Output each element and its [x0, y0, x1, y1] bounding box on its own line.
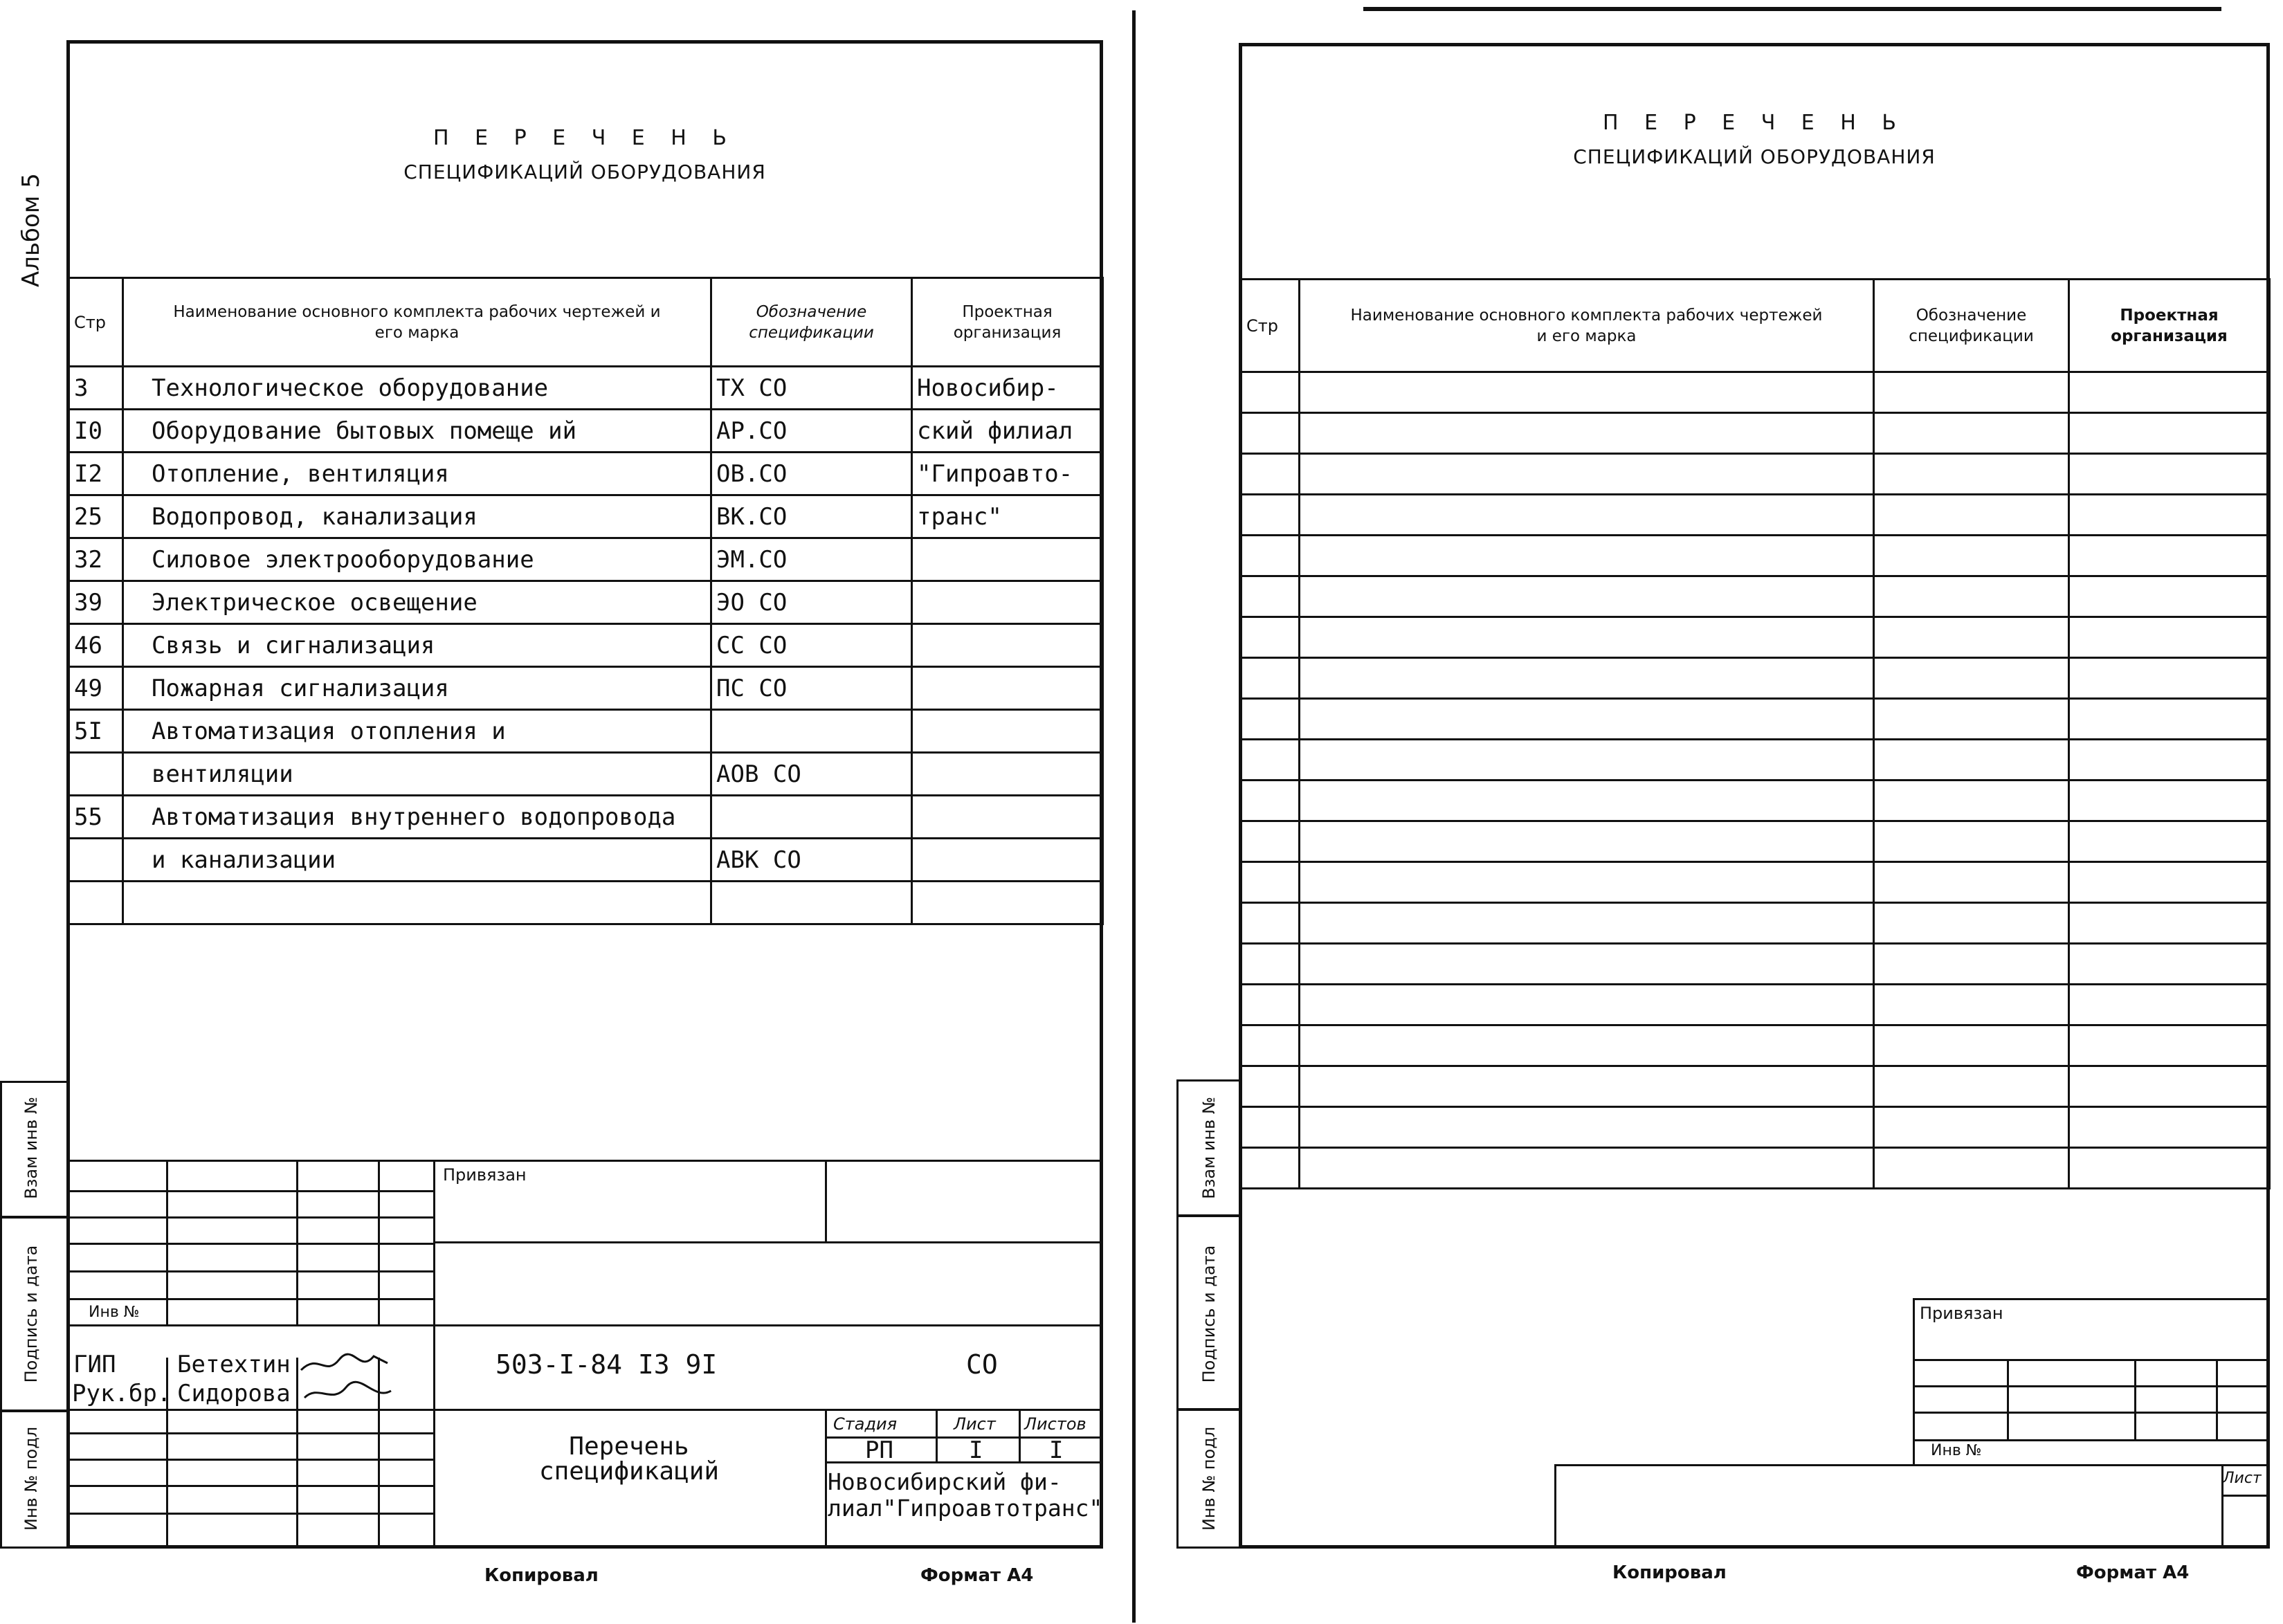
empty-cell [1241, 454, 1300, 495]
empty-cell [2069, 372, 2270, 413]
cell-name: Пожарная сигнализация [123, 667, 711, 710]
table-row [1241, 454, 2270, 495]
cell-org [912, 753, 1103, 796]
empty-cell [2069, 658, 2270, 699]
cell-org: "Гипроавто- [912, 453, 1103, 495]
empty-cell [1300, 1107, 1874, 1148]
empty-cell [2069, 903, 2270, 944]
table-row [1241, 1066, 2270, 1107]
empty-cell [2069, 862, 2270, 903]
empty-cell [1874, 821, 2069, 862]
left-sheet-value: I [969, 1436, 983, 1464]
right-header-code: Обозначение спецификации [1874, 280, 2069, 372]
table-row [69, 796, 1103, 839]
cell-name: Автоматизация внутреннего водопровода [123, 796, 711, 839]
empty-cell [1300, 699, 1874, 740]
empty-cell [1300, 413, 1874, 454]
table-row [1241, 1148, 2270, 1189]
empty-cell [2069, 495, 2270, 536]
left-sheet-label: Лист [954, 1414, 996, 1434]
cell-name: Оборудование бытовых помеще ий [123, 410, 711, 453]
empty-cell [2069, 699, 2270, 740]
cell-org: транс" [912, 495, 1103, 538]
cell-code: АВК СО [711, 839, 912, 882]
cell-code: АР.СО [711, 410, 912, 453]
left-stage-value: РП [865, 1436, 893, 1464]
cell-page: I0 [69, 410, 123, 453]
left-spec-table [68, 277, 1104, 925]
left-name-gip: Бетехтин [177, 1351, 291, 1378]
cell-code [711, 796, 912, 839]
empty-cell [1874, 617, 2069, 658]
empty-cell [1241, 658, 1300, 699]
cell-org: Новосибир- [912, 367, 1103, 410]
empty-cell [2069, 1066, 2270, 1107]
empty-cell [2069, 617, 2270, 658]
cell-page [69, 753, 123, 796]
right-footer-copied: Копировал [1612, 1562, 1727, 1583]
table-row [69, 538, 1103, 581]
table-row [1241, 740, 2270, 781]
left-footer-format: Формат А4 [920, 1565, 1034, 1586]
empty-cell [1874, 862, 2069, 903]
cell-name: Связь и сигнализация [123, 624, 711, 667]
empty-cell [1241, 413, 1300, 454]
left-inv-no-label: Инв № [89, 1304, 140, 1321]
empty-cell [1241, 576, 1300, 617]
cell-code [711, 882, 912, 924]
empty-cell [1874, 985, 2069, 1025]
cell-page: 55 [69, 796, 123, 839]
empty-cell [1874, 903, 2069, 944]
album-label: Альбом 5 [17, 173, 45, 287]
cell-page [69, 882, 123, 924]
empty-cell [1874, 944, 2069, 985]
table-row [69, 839, 1103, 882]
empty-cell [2069, 454, 2270, 495]
cell-code: СС СО [711, 624, 912, 667]
right-inv-no-label: Инв № [1931, 1442, 1982, 1459]
right-header-name: Наименование основного комплекта рабочих чертежей и его марка [1300, 280, 1874, 372]
signature-gip [298, 1349, 394, 1412]
cell-name: Электрическое освещение [123, 581, 711, 624]
table-row [1241, 658, 2270, 699]
table-row [1241, 699, 2270, 740]
table-row [1241, 576, 2270, 617]
empty-cell [1300, 1025, 1874, 1066]
empty-cell [1874, 413, 2069, 454]
table-row [69, 410, 1103, 453]
table-row [69, 624, 1103, 667]
left-doc-mark: СО [966, 1349, 998, 1380]
empty-cell [1241, 903, 1300, 944]
cell-page [69, 839, 123, 882]
empty-cell [1241, 536, 1300, 576]
empty-cell [2069, 781, 2270, 821]
empty-cell [1300, 536, 1874, 576]
empty-cell [1300, 740, 1874, 781]
left-org-1: Новосибирский фи- [828, 1468, 1062, 1495]
empty-cell [1874, 1025, 2069, 1066]
cell-org [912, 624, 1103, 667]
empty-cell [1300, 821, 1874, 862]
cell-name: Силовое электрооборудование [123, 538, 711, 581]
left-subtitle: СПЕЦИФИКАЦИЙ ОБОРУДОВАНИЯ [403, 161, 766, 183]
empty-cell [2069, 576, 2270, 617]
cell-page: I2 [69, 453, 123, 495]
left-footer-copied: Копировал [484, 1565, 599, 1586]
left-side-label-3: Инв № подл [21, 1426, 41, 1531]
empty-cell [1874, 536, 2069, 576]
cell-code: ТХ СО [711, 367, 912, 410]
cell-name: вентиляции [123, 753, 711, 796]
empty-cell [1241, 821, 1300, 862]
table-row [69, 495, 1103, 538]
cell-org [912, 796, 1103, 839]
left-role-gip: ГИП [73, 1351, 116, 1378]
left-sheets-label: Листов [1024, 1414, 1086, 1434]
empty-cell [1241, 1107, 1300, 1148]
empty-cell [1874, 781, 2069, 821]
empty-cell [1300, 576, 1874, 617]
table-row [1241, 1107, 2270, 1148]
empty-cell [1874, 1066, 2069, 1107]
table-row [69, 453, 1103, 495]
left-title: П Е Р Е Ч Е Н Ь [433, 126, 736, 150]
empty-cell [1300, 862, 1874, 903]
table-row [69, 667, 1103, 710]
cell-page: 32 [69, 538, 123, 581]
left-name-rukbr: Сидорова [177, 1380, 291, 1407]
cell-code: ОВ.СО [711, 453, 912, 495]
empty-cell [1874, 658, 2069, 699]
cell-code: ПС СО [711, 667, 912, 710]
cell-code: ВК.СО [711, 495, 912, 538]
left-side-label-2: Подпись и дата [21, 1245, 41, 1383]
left-doc-title-2: спецификаций [538, 1457, 720, 1486]
cell-org [912, 710, 1103, 753]
empty-cell [1300, 781, 1874, 821]
header-name: Наименование основного комплекта рабочих чертежей и его марка [123, 278, 711, 367]
table-row [1241, 413, 2270, 454]
empty-cell [1874, 1107, 2069, 1148]
empty-cell [1874, 372, 2069, 413]
right-top-edge [1363, 7, 2221, 11]
empty-cell [2069, 1025, 2270, 1066]
right-privyazan-label: Привязан [1920, 1304, 2003, 1323]
empty-cell [1874, 495, 2069, 536]
page-divider [1132, 10, 1136, 1623]
right-subtitle: СПЕЦИФИКАЦИЙ ОБОРУДОВАНИЯ [1573, 145, 1936, 168]
cell-org [912, 581, 1103, 624]
right-header-org: Проектная организация [2069, 280, 2270, 372]
empty-cell [2069, 536, 2270, 576]
empty-cell [1300, 1066, 1874, 1107]
cell-code: ЭО СО [711, 581, 912, 624]
empty-cell [1300, 372, 1874, 413]
left-side-label-1: Взам инв № [21, 1097, 41, 1199]
table-row [1241, 781, 2270, 821]
table-row [1241, 985, 2270, 1025]
table-row [1241, 1025, 2270, 1066]
cell-page: 5I [69, 710, 123, 753]
right-side-label-2: Подпись и дата [1199, 1245, 1219, 1383]
table-row [69, 367, 1103, 410]
table-row [1241, 372, 2270, 413]
cell-name: и канализации [123, 839, 711, 882]
empty-cell [1241, 372, 1300, 413]
table-row [1241, 944, 2270, 985]
table-row [1241, 821, 2270, 862]
table-row [1241, 536, 2270, 576]
header-code: Обозначение спецификации [711, 278, 912, 367]
cell-page: 46 [69, 624, 123, 667]
cell-name: Технологическое оборудование [123, 367, 711, 410]
empty-cell [1241, 944, 1300, 985]
table-row [69, 710, 1103, 753]
table-row [1241, 617, 2270, 658]
table-row [1241, 862, 2270, 903]
header-page: Стр [69, 278, 123, 367]
cell-name: Автоматизация отопления и [123, 710, 711, 753]
cell-org [912, 538, 1103, 581]
empty-cell [2069, 740, 2270, 781]
left-org-2: лиал"Гипроавтотранс" [828, 1495, 1103, 1522]
empty-cell [1241, 617, 1300, 658]
empty-cell [1241, 740, 1300, 781]
empty-cell [1300, 658, 1874, 699]
cell-name: Отопление, вентиляция [123, 453, 711, 495]
left-sheets-value: I [1049, 1436, 1064, 1464]
cell-code: ЭМ.СО [711, 538, 912, 581]
empty-cell [2069, 1107, 2270, 1148]
table-row [1241, 495, 2270, 536]
cell-code [711, 710, 912, 753]
left-privyazan-label: Привязан [443, 1165, 527, 1185]
empty-cell [1300, 1148, 1874, 1189]
right-header-page: Стр [1241, 280, 1300, 372]
empty-cell [2069, 1148, 2270, 1189]
left-stage-label: Стадия [833, 1414, 898, 1434]
cell-page: 39 [69, 581, 123, 624]
cell-code: АОВ СО [711, 753, 912, 796]
cell-name: Водопровод, канализация [123, 495, 711, 538]
empty-cell [1241, 699, 1300, 740]
right-side-label-1: Взам инв № [1199, 1097, 1219, 1199]
empty-cell [1300, 495, 1874, 536]
empty-cell [2069, 985, 2270, 1025]
left-role-rukbr: Рук.бр. [72, 1380, 172, 1407]
empty-cell [1300, 944, 1874, 985]
right-side-label-3: Инв № подл [1199, 1426, 1219, 1531]
empty-cell [1874, 740, 2069, 781]
right-title: П Е Р Е Ч Е Н Ь [1603, 111, 1906, 135]
empty-cell [1241, 985, 1300, 1025]
cell-org [912, 882, 1103, 924]
empty-cell [1241, 1025, 1300, 1066]
header-org: Проектная организация [912, 278, 1103, 367]
empty-cell [1300, 985, 1874, 1025]
right-spec-table [1240, 278, 2271, 1189]
empty-cell [2069, 944, 2270, 985]
table-row [1241, 903, 2270, 944]
empty-cell [1241, 495, 1300, 536]
table-row [69, 882, 1103, 924]
empty-cell [1241, 781, 1300, 821]
empty-cell [1874, 699, 2069, 740]
empty-cell [1241, 1066, 1300, 1107]
empty-cell [2069, 413, 2270, 454]
cell-page: 3 [69, 367, 123, 410]
cell-org [912, 839, 1103, 882]
empty-cell [2069, 821, 2270, 862]
left-doc-title-1: Перечень [569, 1432, 689, 1461]
cell-org: ский филиал [912, 410, 1103, 453]
empty-cell [1300, 903, 1874, 944]
empty-cell [1241, 862, 1300, 903]
cell-page: 25 [69, 495, 123, 538]
empty-cell [1874, 576, 2069, 617]
table-row [69, 753, 1103, 796]
cell-name [123, 882, 711, 924]
right-sheet-label: Лист [2223, 1470, 2262, 1487]
right-footer-format: Формат А4 [2076, 1562, 2190, 1583]
cell-page: 49 [69, 667, 123, 710]
empty-cell [1300, 617, 1874, 658]
empty-cell [1241, 1148, 1300, 1189]
empty-cell [1300, 454, 1874, 495]
empty-cell [1874, 1148, 2069, 1189]
empty-cell [1874, 454, 2069, 495]
table-row [69, 581, 1103, 624]
cell-org [912, 667, 1103, 710]
left-doc-code: 503-I-84 I3 9I [495, 1349, 718, 1380]
